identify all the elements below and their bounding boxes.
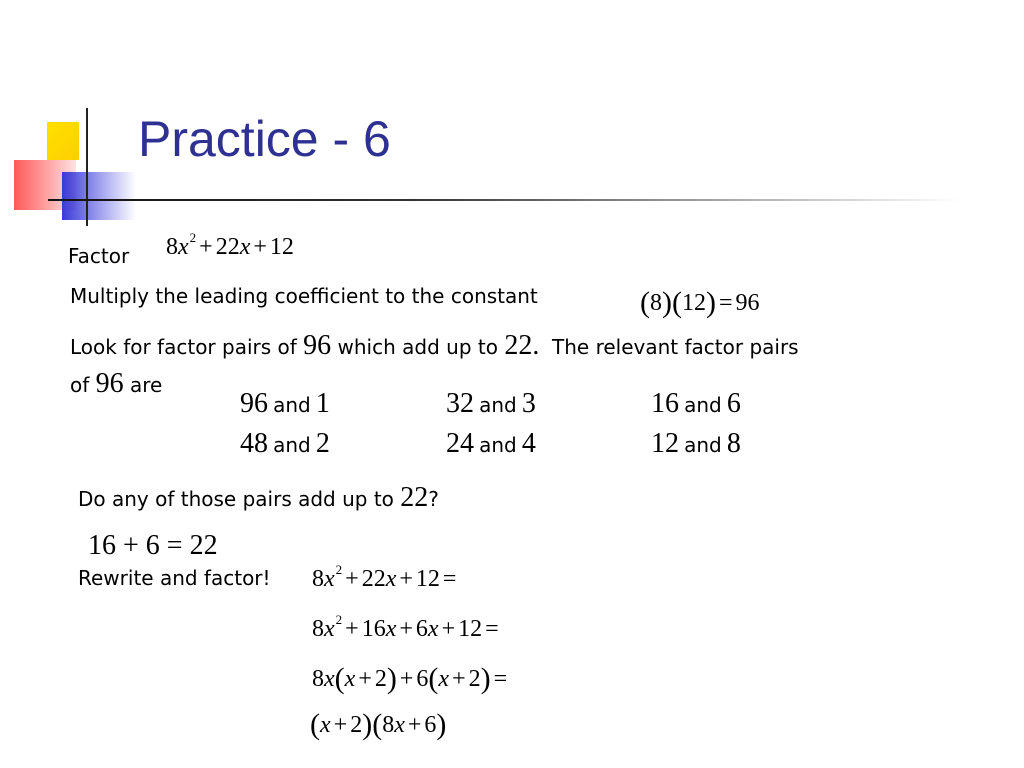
factor-pair: 24 and 4 — [446, 428, 536, 459]
slide-title: Practice - 6 — [138, 111, 391, 167]
factor-pair: 16 and 6 — [651, 388, 741, 419]
decor-vertical-line — [86, 108, 88, 226]
rewrite-label: Rewrite and factor! — [78, 566, 271, 590]
look-instruction-line2: of 96 are — [70, 368, 163, 399]
look-instruction: Look for factor pairs of 96 which add up to 22. The relevant factor pairs — [70, 330, 799, 361]
factor-pair: 32 and 3 — [446, 388, 536, 419]
product-equation: (8)(12) = 96 — [640, 286, 760, 319]
decor-yellow-square — [47, 122, 79, 160]
sum-equation: 16 + 6 = 22 — [88, 530, 218, 561]
title-underline — [48, 199, 960, 201]
step-1-equation: $8x^2 + 22x + 12$ = — [312, 562, 457, 592]
problem-expression: $8x^2 + 22x + 12$ — [166, 230, 294, 260]
step-3-equation: 8x(x + 2) + 6(x + 2) = — [312, 662, 508, 695]
step-2-equation: $8x^2 + 16x + 6x + 12$ = — [312, 612, 499, 642]
question-text: Do any of those pairs add up to 22? — [78, 482, 439, 513]
multiply-instruction: Multiply the leading coefficient to the constant — [70, 284, 538, 308]
factor-pair: 12 and 8 — [651, 428, 741, 459]
factor-pair: 48 and 2 — [240, 428, 330, 459]
factor-pair: 96 and 1 — [240, 388, 330, 419]
decor-blue-square — [62, 172, 136, 220]
final-factorization: (x + 2)(8x + 6) — [310, 708, 447, 741]
factor-label: Factor — [68, 244, 130, 268]
